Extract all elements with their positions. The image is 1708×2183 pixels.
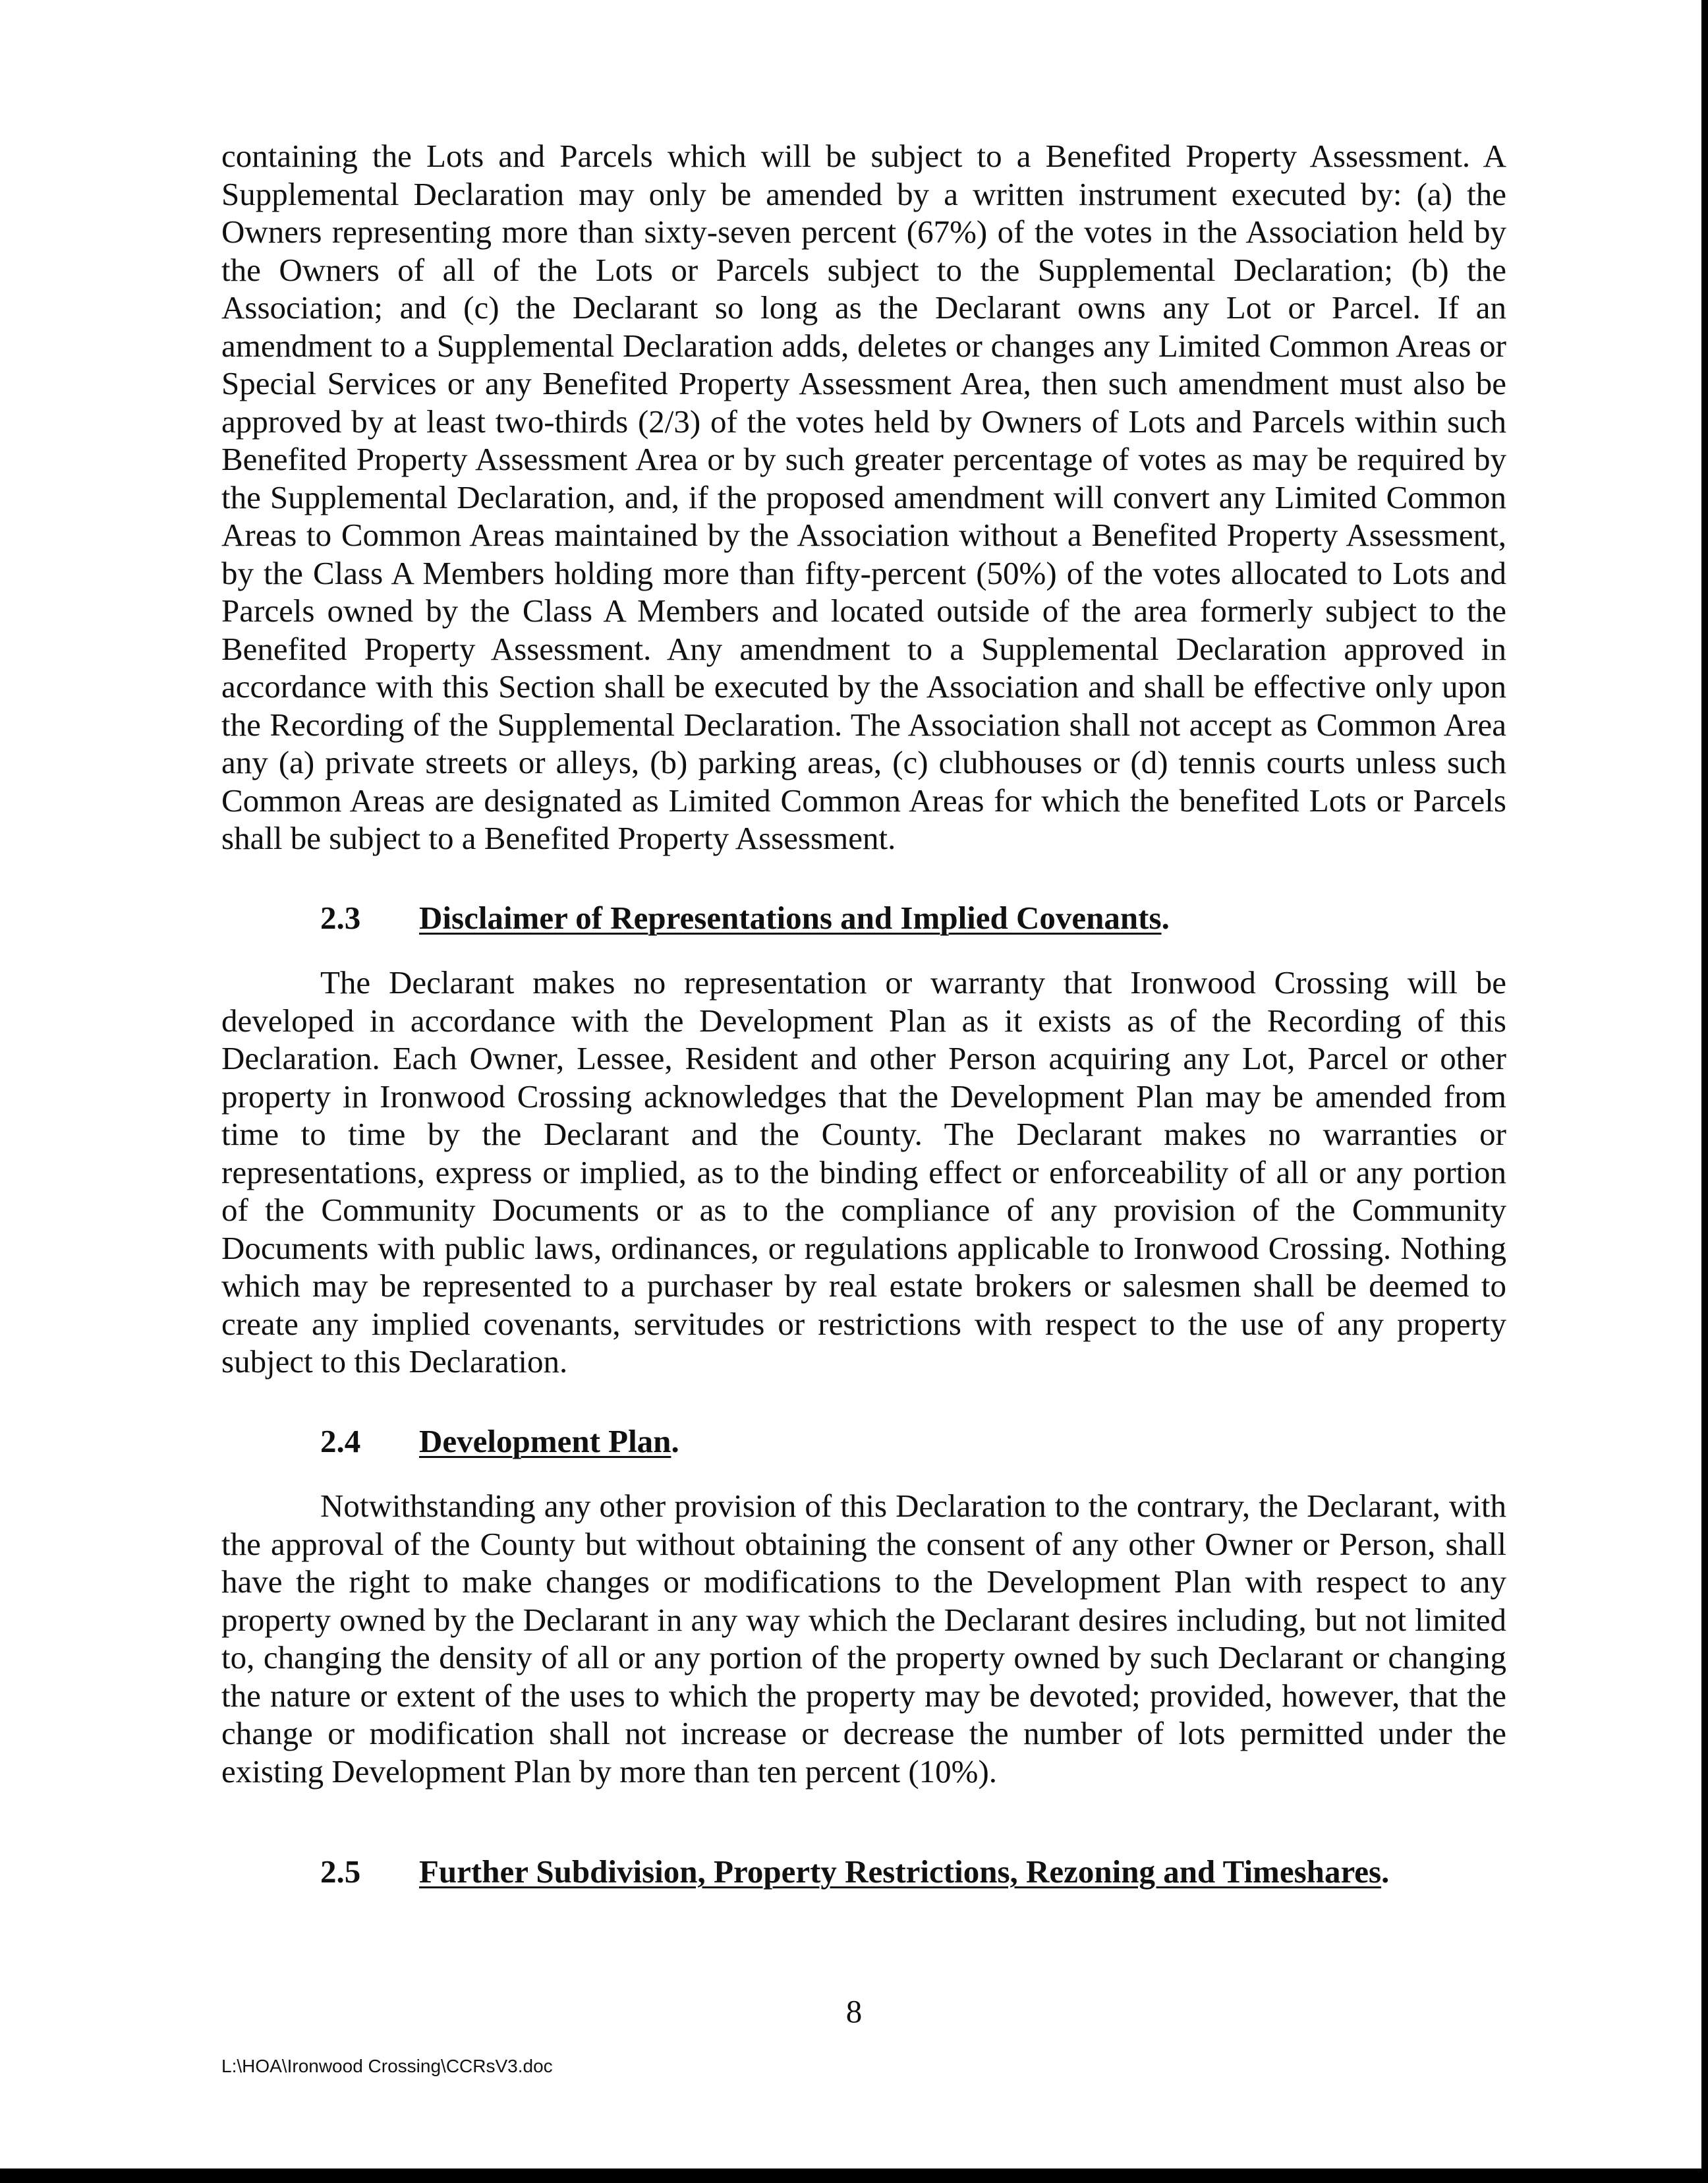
section-title-period: . (1381, 1853, 1390, 1890)
section-number: 2.3 (320, 899, 361, 936)
section-title: Development Plan (419, 1422, 671, 1459)
section-heading-2-3 (221, 899, 1506, 937)
section-title: Disclaimer of Representations and Implied Covenants (419, 899, 1162, 936)
document-page (221, 137, 1506, 1891)
section-body-2-3: The Declarant makes no representation or warranty that Ironwood Crossing will be developed in accordance with the Development Plan as it exists as of the Recording of this Declaration. Each Owner, Lessee, Resident and other Person acquiring any Lot, Parcel or other property in Ironwood Crossing acknowledges that the Development Plan may be amended from time to time by the Declarant and the County. The Declarant makes no warranties or representations, express or implied, as to the binding effect or enforceability of all or any portion of the Community Documents or as to the compliance of any provision of the Community Documents with public laws, ordinances, or regulations applicable to Ironwood Crossing. Nothing which may be represented to a purchaser by real estate brokers or salesmen shall be deemed to create any implied covenants, servitudes or restrictions with respect to the use of any property subject to this Declaration. (221, 964, 1506, 1380)
continuation-paragraph: containing the Lots and Parcels which will be subject to a Benefited Property Assessment. A Supplemental Declaration may only be amended by a written instrument executed by: (a) the Owners representing more than sixty-seven percent (67%) of the votes in the Association held by the Owners of all of the Lots or Parcels subject to the Supplemental Declaration; (b) the Association; and (c) the Declarant so long as the Declarant owns any Lot or Parcel. If an amendment to a Supplemental Declaration adds, deletes or changes any Limited Common Areas or Special Services or any Benefited Property Assessment Area, then such amendment must also be approved by at least two-thirds (2/3) of the votes held by Owners of Lots and Parcels within such Benefited Property Assessment Area or by such greater percentage of votes as may be required by the Supplemental Declaration, and, if the proposed amendment will convert any Limited Common Areas to Common Areas maintained by the Association without a Benefited Property Assessment, by the Class A Members holding more than fifty-percent (50%) of the votes allocated to Lots and Parcels owned by the Class A Members and located outside of the area formerly subject to the Benefited Property Assessment. Any amendment to a Supplemental Declaration approved in accordance with this Section shall be executed by the Association and shall be effective only upon the Recording of the Supplemental Declaration. The Association shall not accept as Common Area any (a) private streets or alleys, (b) parking areas, (c) clubhouses or (d) tennis courts unless such Common Areas are designated as Limited Common Areas for which the benefited Lots or Parcels shall be subject to a Benefited Property Assessment. (221, 138, 1506, 856)
section-title-period: . (1161, 899, 1170, 936)
page-number: 8 (845, 1993, 863, 2029)
section-title: Further Subdivision, Property Restrictions, Rezoning and Timeshares (419, 1853, 1382, 1890)
section-number: 2.4 (320, 1422, 361, 1459)
section-title-period: . (671, 1422, 679, 1459)
footer-file-path: L:\HOA\Ironwood Crossing\CCRsV3.doc (221, 2056, 553, 2076)
section-heading-2-4 (221, 1422, 1506, 1461)
section-heading-2-5 (221, 1853, 1506, 1891)
scan-border-right (1701, 0, 1708, 2183)
section-number: 2.5 (320, 1853, 361, 1890)
scan-border-bottom (0, 2168, 1708, 2183)
section-body-2-4: Notwithstanding any other provision of this Declaration to the contrary, the Declarant, with the approval of the County but without obtaining the consent of any other Owner or Person, shall have the right to make changes or modifications to the Development Plan with respect to any property owned by the Declarant in any way which the Declarant desires including, but not limited to, changing the density of all or any portion of the property owned by such Declarant or changing the nature or extent of the uses to which the property may be devoted; provided, however, that the change or modification shall not increase or decrease the number of lots permitted under the existing Development Plan by more than ten percent (10%). (221, 1488, 1506, 1790)
